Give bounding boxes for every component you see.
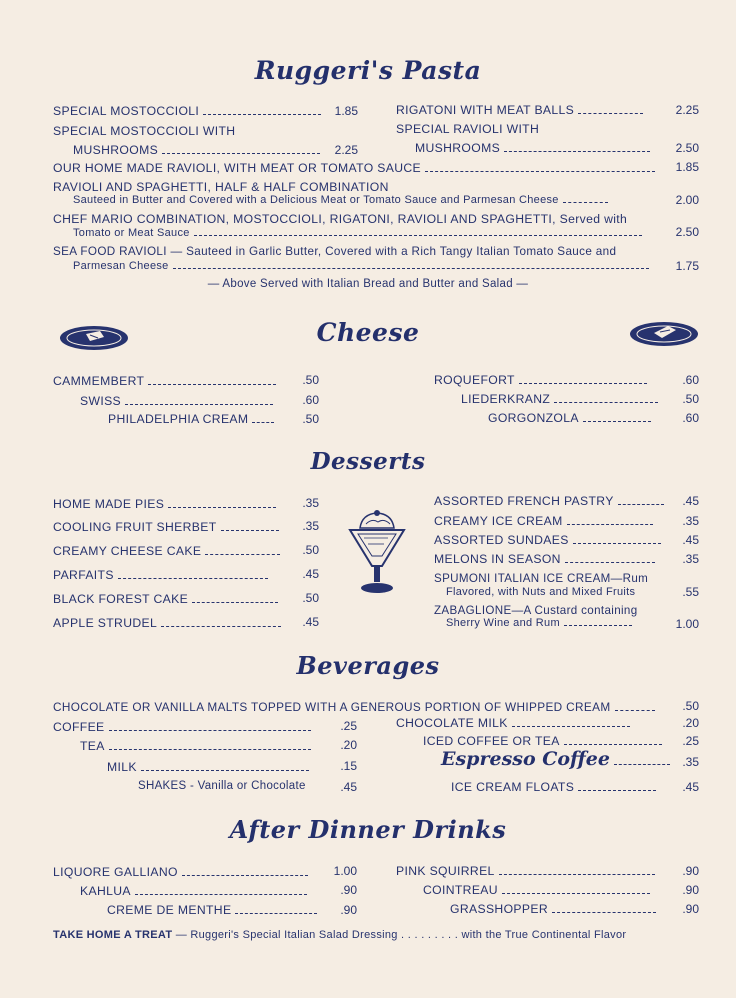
menu-item: RIGATONI WITH MEAT BALLS (396, 103, 647, 117)
menu-item: MELONS IN SEASON (434, 552, 659, 566)
pasta-note: — Above Served with Italian Bread and Butter and Salad — (207, 278, 529, 290)
price: 1.75 (675, 259, 699, 273)
menu-item: LIEDERKRANZ (461, 392, 662, 406)
menu-item: CAMMEMBERT (53, 374, 280, 388)
price: .45 (682, 780, 699, 794)
menu-item: PARFAITS (53, 568, 272, 582)
menu-item-desc: Tomato or Meat Sauce (73, 227, 646, 239)
price: .60 (302, 393, 319, 407)
menu-item: CHEF MARIO COMBINATION, MOSTOCCIOLI, RIGATONI, RAVIOLI AND SPAGHETTI, Served with (53, 212, 628, 226)
price: .35 (302, 519, 319, 533)
menu-item-cont: MUSHROOMS (415, 141, 654, 155)
price: 2.25 (675, 103, 699, 117)
menu-item: ASSORTED SUNDAES (434, 533, 665, 547)
price: .90 (340, 883, 357, 897)
menu-item-cont: MUSHROOMS (73, 143, 324, 157)
price: .90 (682, 864, 699, 878)
price: .50 (302, 412, 319, 426)
footer-text: — Ruggeri's Special Italian Salad Dressing . . . . . . . . . with the True Continental Flavor (172, 929, 627, 941)
price: .50 (682, 392, 699, 406)
price: .25 (340, 719, 357, 733)
menu-item: RAVIOLI AND SPAGHETTI, HALF & HALF COMBINATION (53, 180, 389, 194)
price: 1.00 (675, 617, 699, 631)
price: .35 (302, 496, 319, 510)
menu-item: HOME MADE PIES (53, 497, 280, 511)
menu-item: GORGONZOLA (488, 411, 655, 425)
menu-item: CHOCOLATE MILK (396, 716, 634, 730)
menu-item: ICED COFFEE OR TEA (423, 734, 666, 748)
price: .45 (302, 567, 319, 581)
menu-item: CHOCOLATE OR VANILLA MALTS TOPPED WITH A GENEROUS PORTION OF WHIPPED CREAM (53, 700, 659, 714)
menu-item: KAHLUA (80, 884, 311, 898)
menu-item: ROQUEFORT (434, 373, 651, 387)
price: .45 (302, 615, 319, 629)
menu-item-desc: Flavored, with Nuts and Mixed Fruits (446, 586, 636, 598)
price: .20 (340, 738, 357, 752)
menu-item: CREME DE MENTHE (107, 903, 321, 917)
menu-item: GRASSHOPPER (450, 902, 660, 916)
cheese-heading: Cheese (316, 318, 420, 347)
pasta-heading: Ruggeri's Pasta (254, 56, 482, 85)
footer-bold: TAKE HOME A TREAT (53, 929, 173, 941)
price: 1.00 (333, 864, 357, 878)
price: .15 (340, 759, 357, 773)
price: .60 (682, 373, 699, 387)
price: .35 (682, 552, 699, 566)
menu-item: BLACK FOREST CAKE (53, 592, 282, 606)
drinks-heading: After Dinner Drinks (229, 815, 507, 844)
menu-item: ASSORTED FRENCH PASTRY (434, 494, 668, 508)
footer-line (53, 929, 626, 941)
menu-item: CREAMY CHEESE CAKE (53, 544, 284, 558)
menu-item-desc: Parmesan Cheese (73, 260, 653, 272)
menu-item: APPLE STRUDEL (53, 616, 285, 630)
price: 2.50 (675, 225, 699, 239)
price: .55 (682, 585, 699, 599)
price: .90 (682, 902, 699, 916)
price: .90 (682, 883, 699, 897)
menu-item-desc: Sauteed in Butter and Covered with a Delicious Meat or Tomato Sauce and Parmesan Cheese (73, 194, 612, 206)
menu-item: SPECIAL MOSTOCCIOLI (53, 104, 325, 118)
menu-item: LIQUORE GALLIANO (53, 865, 312, 879)
price: 2.25 (334, 143, 358, 157)
menu-item: COFFEE (53, 720, 315, 734)
price: .45 (340, 780, 357, 794)
menu-item: SPECIAL MOSTOCCIOLI WITH (53, 124, 236, 138)
menu-item: ICE CREAM FLOATS (451, 780, 660, 794)
price: .50 (302, 543, 319, 557)
menu-item: SHAKES - Vanilla or Chocolate (138, 780, 306, 792)
price: .35 (682, 755, 699, 769)
price: .90 (340, 903, 357, 917)
menu-item: TEA (80, 739, 315, 753)
menu-item: PINK SQUIRREL (396, 864, 659, 878)
menu-item: SWISS (80, 394, 277, 408)
price: .35 (682, 514, 699, 528)
price: .20 (682, 716, 699, 730)
menu-item: SPECIAL RAVIOLI WITH (396, 122, 540, 136)
menu-item: PHILADELPHIA CREAM (108, 412, 278, 426)
menu-item: SPUMONI ITALIAN ICE CREAM—Rum (434, 572, 649, 585)
price: .45 (682, 494, 699, 508)
price: .25 (682, 734, 699, 748)
menu-item-desc: Sherry Wine and Rum (446, 617, 636, 629)
desserts-heading: Desserts (310, 448, 426, 475)
price: .50 (682, 699, 699, 713)
price: 1.85 (675, 160, 699, 174)
sundae-glass-icon (346, 508, 408, 600)
price: .45 (682, 533, 699, 547)
price: .60 (682, 411, 699, 425)
price: 2.00 (675, 193, 699, 207)
price: .50 (302, 591, 319, 605)
menu-item: MILK (107, 760, 313, 774)
beverages-heading: Beverages (296, 651, 440, 680)
price: 1.85 (334, 104, 358, 118)
menu-item: ZABAGLIONE—A Custard containing (434, 604, 638, 617)
price: .50 (302, 373, 319, 387)
menu-item: COINTREAU (423, 883, 654, 897)
menu-item: CREAMY ICE CREAM (434, 514, 657, 528)
price: 2.50 (675, 141, 699, 155)
menu-item: OUR HOME MADE RAVIOLI, WITH MEAT OR TOMATO SAUCE (53, 161, 659, 175)
menu-item: SEA FOOD RAVIOLI — Sauteed in Garlic Butter, Covered with a Rich Tangy Italian Tomato Sauce and (53, 245, 617, 258)
menu-item: COOLING FRUIT SHERBET (53, 520, 283, 534)
menu-item-espresso: Espresso Coffee (441, 748, 674, 770)
